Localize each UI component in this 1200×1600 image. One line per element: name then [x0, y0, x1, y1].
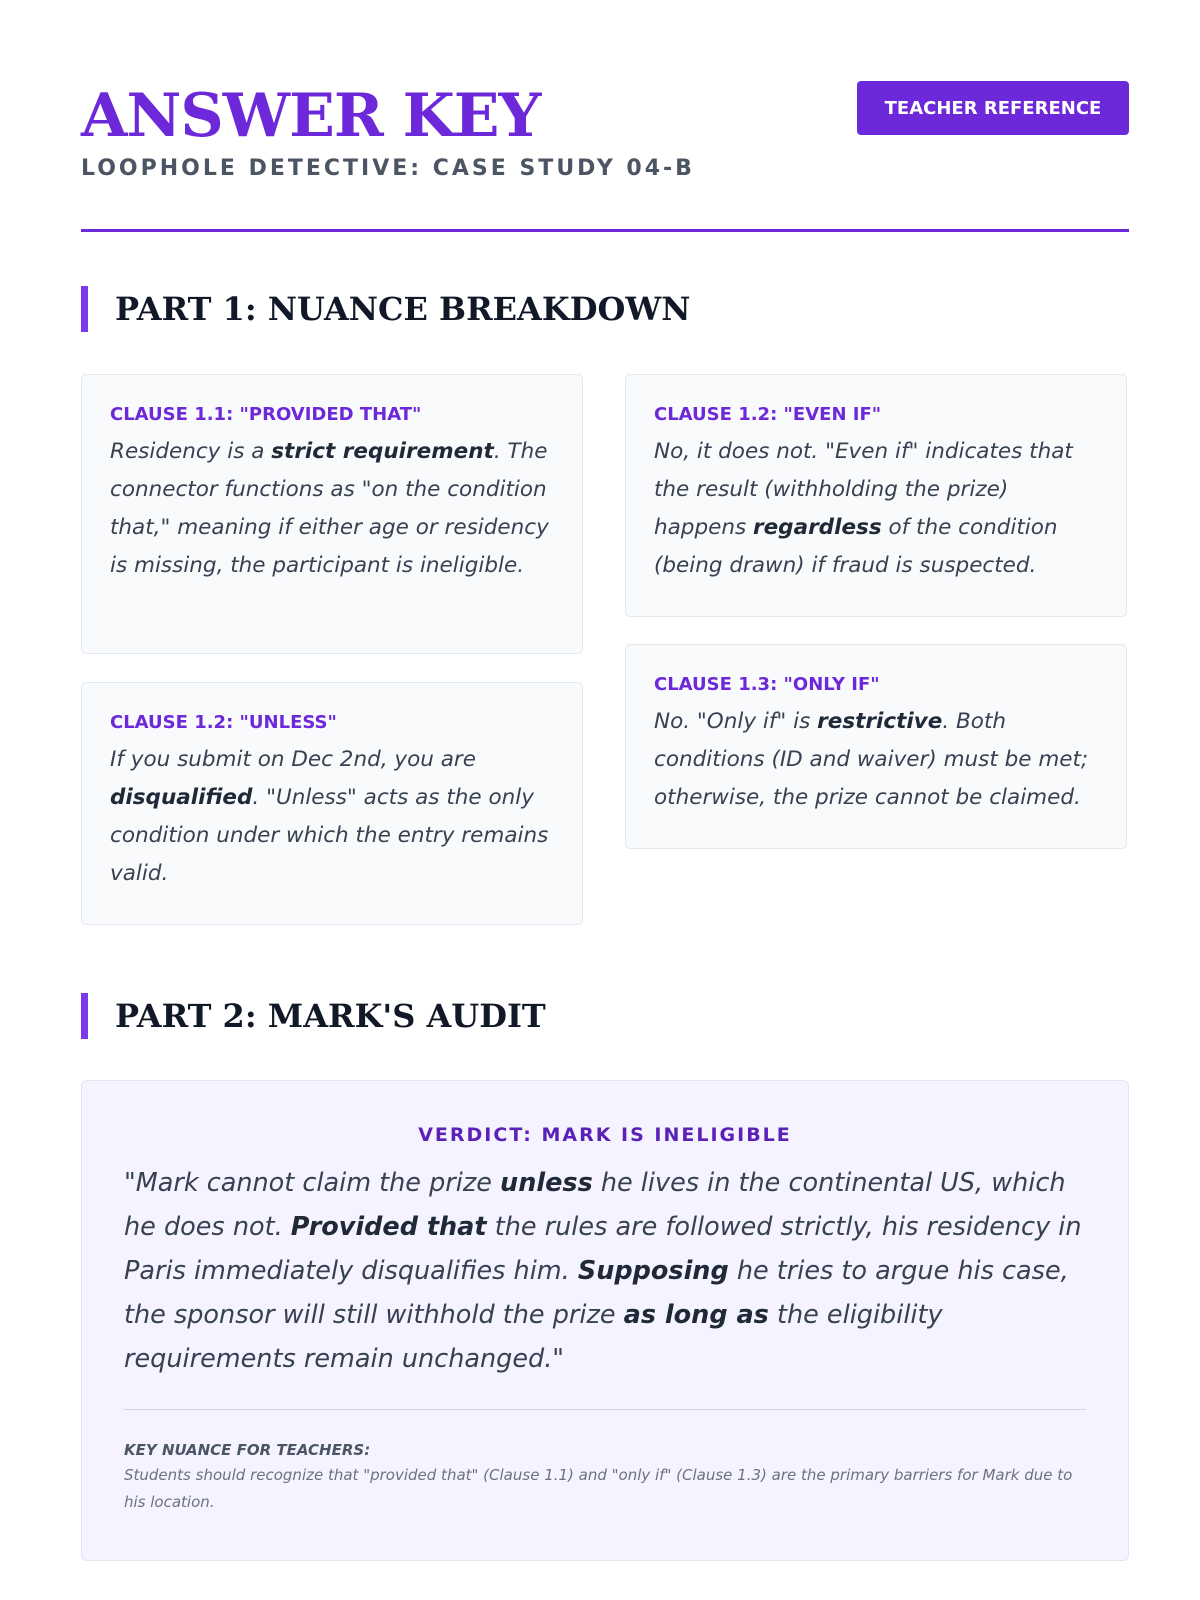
quote-emphasis: Provided that	[290, 1212, 487, 1242]
clause-answer	[654, 433, 1098, 585]
clause-card	[81, 682, 583, 925]
answer-text: . The connector functions as "on the condition that," meaning if either age or residency is missing, the participant is ineligible.	[110, 439, 549, 578]
page-header	[81, 0, 1129, 232]
answer-text: . "Unless" acts as the only condition under which the entry remains valid.	[110, 785, 549, 886]
verdict-quote	[124, 1161, 1086, 1381]
quote-emphasis: Supposing	[577, 1256, 729, 1286]
clause-label: CLAUSE 1.1: "PROVIDED THAT"	[110, 404, 422, 425]
answer-text: . Both conditions (ID and waiver) must be met; otherwise, the prize cannot be claimed.	[654, 709, 1089, 810]
clause-card	[81, 374, 583, 654]
answer-text: No. "Only if" is	[654, 709, 818, 734]
clause-label: CLAUSE 1.2: "EVEN IF"	[654, 404, 882, 425]
clause-label: CLAUSE 1.2: "UNLESS"	[110, 712, 337, 733]
quote-emphasis: unless	[500, 1168, 593, 1198]
answer-emphasis: strict requirement	[271, 439, 494, 464]
teacher-note-text: Students should recognize that "provided that" (Clause 1.1) and "only if" (Clause 1.3) are the primary barriers for Mark due to his location.	[124, 1466, 1073, 1511]
verdict-label: VERDICT: MARK IS INELIGIBLE	[418, 1124, 792, 1146]
answer-emphasis: restrictive	[817, 709, 943, 734]
answer-text: If you submit on Dec 2nd, you are	[110, 747, 476, 772]
answer-emphasis: disqualified	[110, 785, 253, 810]
clause-answer	[110, 741, 554, 893]
audit-box	[81, 1080, 1129, 1561]
quote-text: he lives in the continental US, which he does not.	[124, 1168, 1066, 1242]
clause-answer	[110, 433, 554, 585]
clause-label: CLAUSE 1.3: "ONLY IF"	[654, 674, 880, 695]
teacher-reference-badge: TEACHER REFERENCE	[857, 81, 1129, 135]
section-heading-part-2: PART 2: MARK'S AUDIT	[81, 993, 1129, 1039]
teacher-note-label: KEY NUANCE FOR TEACHERS:	[124, 1441, 371, 1459]
answer-text: of the condition (being drawn) if fraud is suspected.	[654, 515, 1058, 578]
answer-text: No, it does not. "Even if" indicates that the result (withholding the prize) happens	[654, 439, 1073, 540]
divider	[124, 1409, 1086, 1410]
answer-emphasis: regardless	[753, 515, 882, 540]
clause-answer	[654, 703, 1098, 817]
page-subtitle: LOOPHOLE DETECTIVE: CASE STUDY 04-B	[81, 156, 695, 181]
quote-text: the eligibility requirements remain unchanged."	[124, 1300, 943, 1374]
answer-key-page	[81, 0, 1129, 1511]
page-title: ANSWER KEY	[81, 81, 541, 151]
quote-text: the rules are followed strictly, his residency in Paris immediately disqualifies him.	[124, 1212, 1082, 1286]
clause-card	[625, 374, 1127, 617]
quote-text: he tries to argue his case, the sponsor will still withhold the prize	[124, 1256, 1069, 1330]
clause-card	[625, 644, 1127, 849]
quote-text: "Mark cannot claim the prize	[124, 1168, 501, 1198]
quote-emphasis: as long as	[623, 1300, 769, 1330]
section-heading-part-1: PART 1: NUANCE BREAKDOWN	[81, 286, 1129, 332]
answer-text: Residency is a	[110, 439, 272, 464]
